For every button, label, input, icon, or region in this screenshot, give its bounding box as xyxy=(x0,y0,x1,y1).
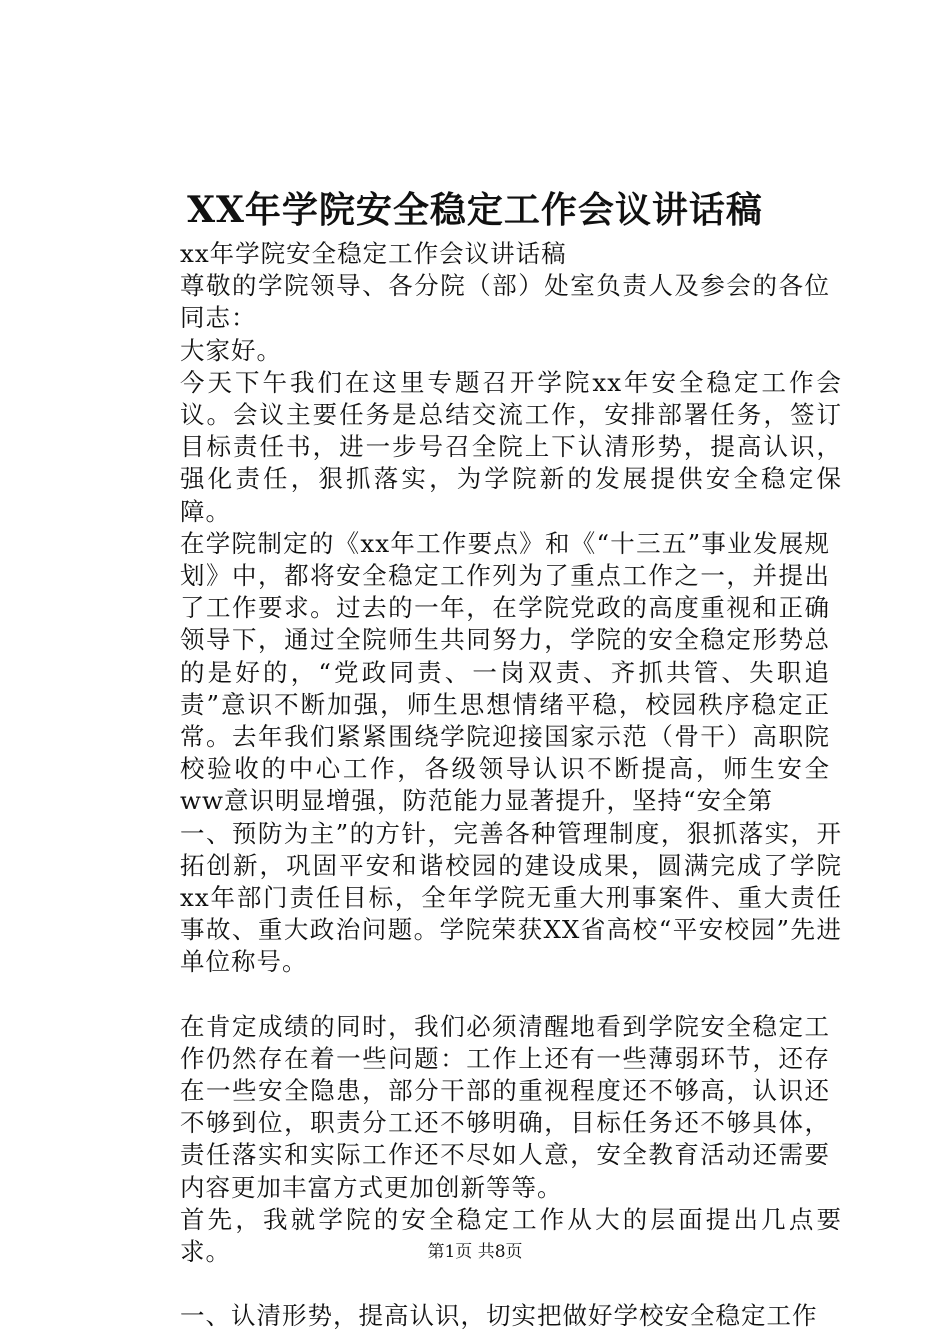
paragraph-salutation: 尊敬的学院领导、各分院（部）处室负责人及参会的各位同志： xyxy=(180,271,830,333)
document-title: XX年学院安全稳定工作会议讲话稿 xyxy=(187,189,763,231)
paragraph-achievements: 一、预防为主”的方针，完善各种管理制度，狠抓落实，开拓创新，巩固平安和谐校园的建设成果，圆满完成了学院xx年部门责任目标，全年学院无重大刑事案件、重大责任事故、重大政治问题。学院荣获XX省高校“平安校园”先进单位称号。 xyxy=(180,818,842,977)
paragraph-intro: 今天下午我们在这里专题召开学院xx年安全稳定工作会议。会议主要任务是总结交流工作，安排部署任务，签订目标责任书，进一步号召全院上下认清形势，提高认识，强化责任，狠抓落实，为学院新的发展提供安全稳定保障。 xyxy=(180,367,842,526)
paragraph-greeting: 大家好。 xyxy=(180,335,282,365)
paragraph-section-heading: 一、认清形势，提高认识，切实把做好学校安全稳定工作 xyxy=(180,1301,818,1331)
paragraph-subtitle: xx年学院安全稳定工作会议讲话稿 xyxy=(180,239,567,268)
paragraph-problems: 在肯定成绩的同时，我们必须清醒地看到学院安全稳定工作仍然存在着一些问题：工作上还有一些薄弱环节，还存在一些安全隐患，部分干部的重视程度还不够高，认识还不够到位，职责分工还不够明确，目标任务还不够具体，责任落实和实际工作还不尽如人意，安全教育活动还需要内容更加丰富方式更加创新等等。 xyxy=(180,1011,830,1202)
document-body xyxy=(130,238,842,1333)
paragraph-requirements-intro: 首先，我就学院的安全稳定工作从大的层面提出几点要求。 xyxy=(180,1204,842,1267)
paragraph-review: 在学院制定的《xx年工作要点》和《“十三五”事业发展规划》中，都将安全稳定工作列为了重点工作之一，并提出了工作要求。过去的一年，在学院党政的高度重视和正确领导下，通过全院师生共同努力，学院的安全稳定形势总的是好的，“党政同责、一岗双责、齐抓共管、失职追责”意识不断加强，师生思想情绪平稳，校园秩序稳定正常。去年我们紧紧围绕学院迎接国家示范（骨干）高职院校验收的中心工作，各级领导认识不断提高，师生安全ww意识明显增强，防范能力显著提升，坚持“安全第 xyxy=(180,528,830,816)
page-number: 第1页 共8页 xyxy=(427,1242,523,1262)
